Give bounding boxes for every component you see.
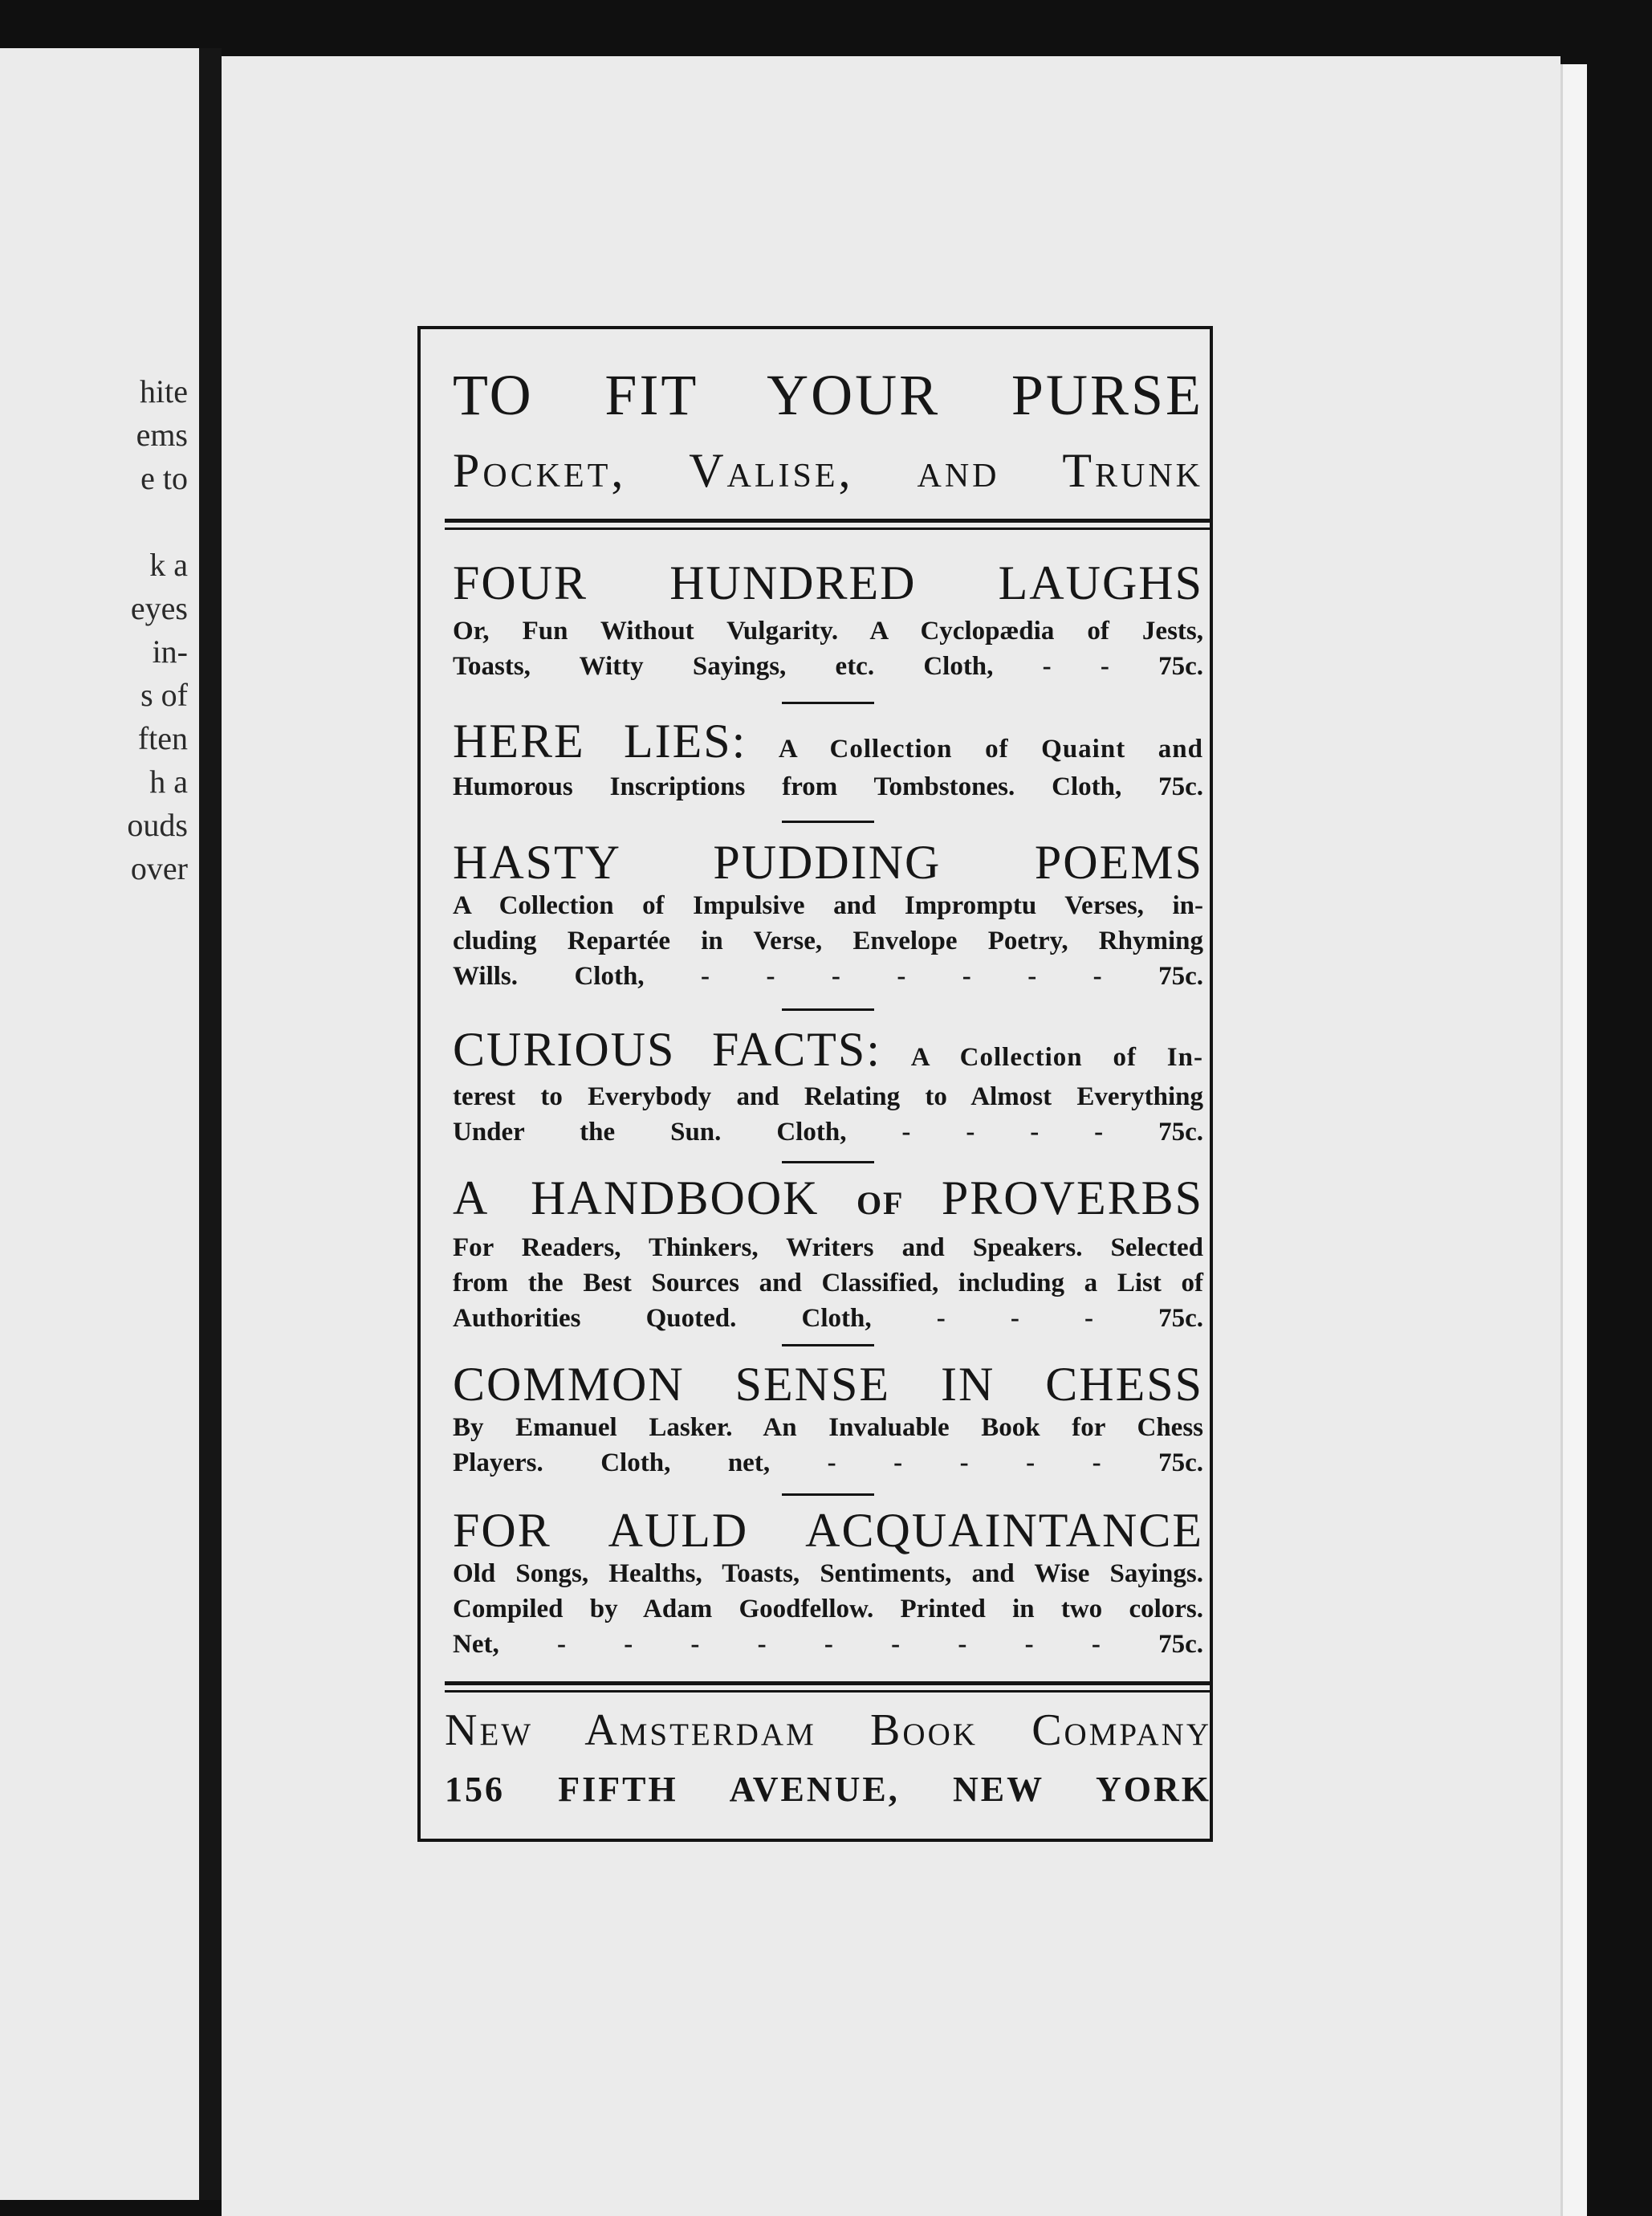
header-double-rule xyxy=(445,519,1211,530)
book-description-line: For Readers, Thinkers, Writers and Speakers. Selected xyxy=(453,1233,1203,1262)
book-description-line: terest to Everybody and Relating to Almost Everything xyxy=(453,1082,1203,1111)
book-title: HERE LIES: xyxy=(453,715,747,768)
book-description-line: from the Best Sources and Classified, including a List of xyxy=(453,1269,1203,1297)
book-gutter xyxy=(199,48,222,2200)
left-page-line: s of xyxy=(140,677,188,713)
book-description-line: Authorities Quoted. Cloth, - - - 75c. xyxy=(453,1304,1203,1333)
book-title-line xyxy=(453,1021,1203,1077)
book-title-continuation: A Collection of In- xyxy=(910,1043,1203,1072)
book-description-line: Toasts, Witty Sayings, etc. Cloth, - - 75c. xyxy=(453,652,1203,681)
publisher-name: New Amsterdam Book Company xyxy=(445,1705,1211,1755)
book-description-line: Players. Cloth, net, - - - - - 75c. xyxy=(453,1448,1203,1477)
left-page-line: hite xyxy=(140,373,188,409)
book-title: CURIOUS FACTS: xyxy=(453,1023,881,1076)
book-title-continuation: A Collection of Quaint and xyxy=(778,735,1203,764)
book-description-line: Or, Fun Without Vulgarity. A Cyclopædia of Jests, xyxy=(453,617,1203,646)
book-title: FOR AULD ACQUAINTANCE xyxy=(453,1504,1203,1557)
page-edge xyxy=(1560,64,1587,2216)
book-title: COMMON SENSE IN CHESS xyxy=(453,1358,1203,1411)
book-title-line xyxy=(453,713,1203,769)
publisher-address: 156 FIFTH AVENUE, NEW YORK xyxy=(445,1770,1211,1809)
left-page-line: over xyxy=(130,850,188,886)
advertisement-box xyxy=(417,326,1213,1842)
book-title-end: PROVERBS xyxy=(941,1171,1204,1224)
left-page-line: k a xyxy=(149,547,188,583)
left-facing-page xyxy=(0,48,199,2200)
entry-divider xyxy=(782,821,874,823)
book-description-line: Net, - - - - - - - - - 75c. xyxy=(453,1630,1203,1659)
book-description-line: Compiled by Adam Goodfellow. Printed in two colors. xyxy=(453,1595,1203,1623)
entry-divider xyxy=(782,702,874,704)
book-description-line: cluding Repartée in Verse, Envelope Poetry, Rhyming xyxy=(453,927,1203,955)
entry-divider xyxy=(782,1161,874,1163)
entry-divider xyxy=(782,1008,874,1011)
ad-subheading: Pocket, Valise, and Trunk xyxy=(453,444,1203,497)
left-page-line: in- xyxy=(152,633,188,670)
book-description-line: Under the Sun. Cloth, - - - - 75c. xyxy=(453,1118,1203,1147)
left-page-line: eyes xyxy=(130,590,188,626)
book-title-connector: OF xyxy=(856,1185,905,1221)
left-page-line: ems xyxy=(136,417,188,453)
entry-divider xyxy=(782,1493,874,1496)
book-description-line: By Emanuel Lasker. An Invaluable Book for Chess xyxy=(453,1413,1203,1442)
book-description-line: Humorous Inscriptions from Tombstones. Cloth, 75c. xyxy=(453,772,1203,801)
book-title: HASTY PUDDING POEMS xyxy=(453,836,1203,889)
book-description-line: Old Songs, Healths, Toasts, Sentiments, and Wise Sayings. xyxy=(453,1559,1203,1588)
footer-double-rule xyxy=(445,1681,1211,1693)
book-title: FOUR HUNDRED LAUGHS xyxy=(453,556,1203,609)
left-page-line: ften xyxy=(137,720,188,756)
left-page-line: h a xyxy=(149,764,188,800)
ad-heading: TO FIT YOUR PURSE xyxy=(453,363,1203,427)
left-page-line: e to xyxy=(140,460,188,496)
book-title: A HANDBOOK xyxy=(453,1171,820,1224)
left-page-line: ouds xyxy=(127,807,188,843)
book-title-line xyxy=(453,1169,1203,1227)
book-description-line: Wills. Cloth, - - - - - - - 75c. xyxy=(453,962,1203,991)
book-description-line: A Collection of Impulsive and Impromptu Verses, in- xyxy=(453,891,1203,920)
entry-divider xyxy=(782,1344,874,1346)
